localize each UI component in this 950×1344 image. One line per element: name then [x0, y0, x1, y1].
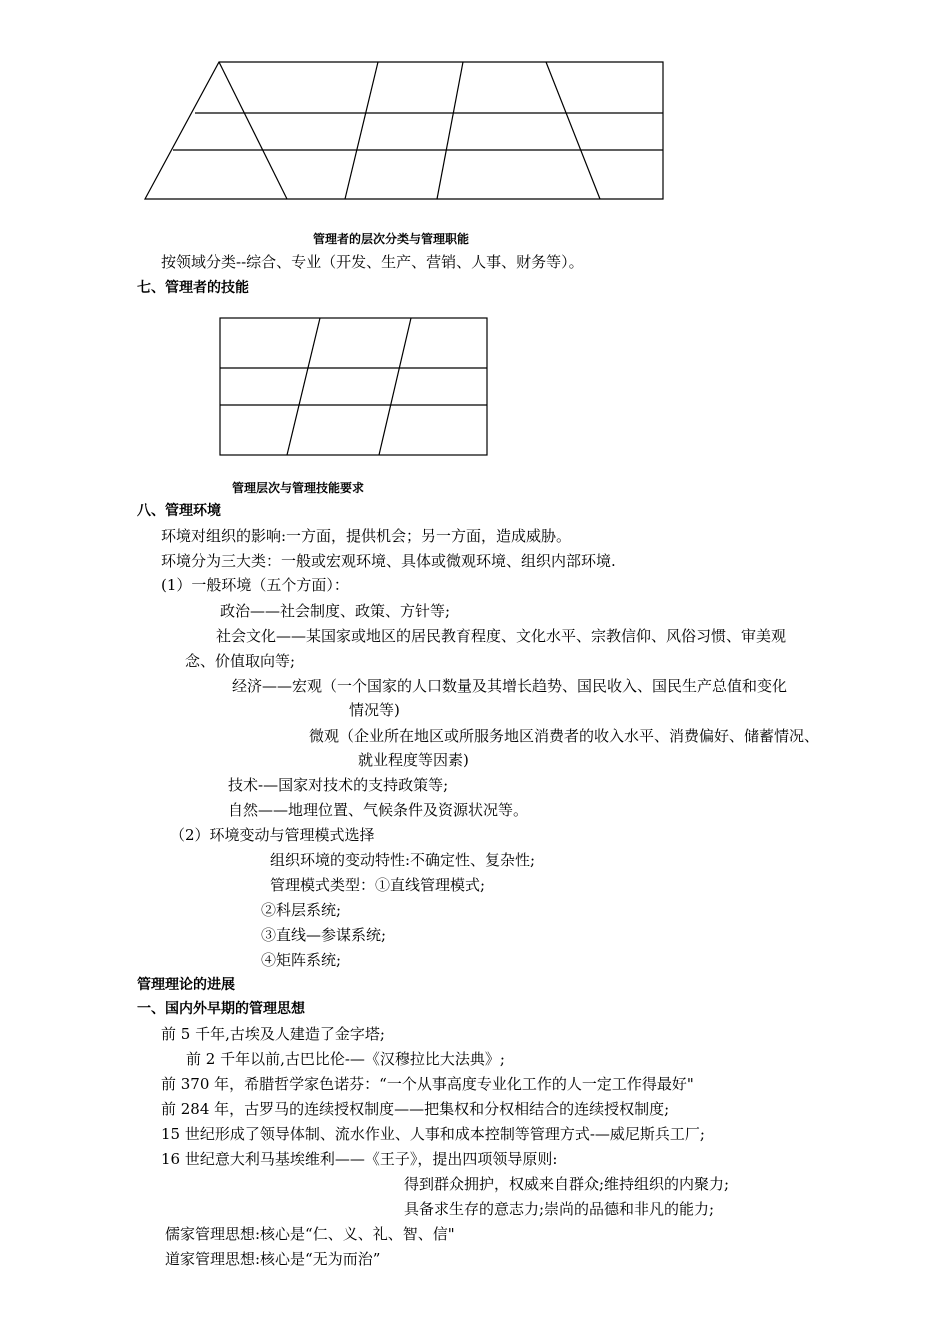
principles-text-2: 具备求生存的意志力;崇尚的品德和非凡的能力; — [404, 1200, 715, 1218]
micro-text-1: 微观（企业所在地区或所服务地区消费者的收入水平、消费偏好、储蓄情况、 — [309, 727, 820, 745]
diagram2-diagonal-2 — [379, 318, 411, 455]
confucian-text: 儒家管理思想:核心是“仁、义、礼、智、信" — [165, 1225, 455, 1243]
diagram1-diagonal-3 — [437, 62, 463, 199]
culture-text-2: 念、价值取向等; — [185, 652, 296, 670]
micro-text-2: 就业程度等因素) — [358, 751, 469, 769]
diagram1-diagonal-2 — [345, 62, 378, 199]
babylon-text: 前 2 千年以前,古巴比伦-—《汉穆拉比大法典》; — [186, 1050, 505, 1068]
env-change-text: （2）环境变动与管理模式选择 — [170, 826, 375, 844]
env-types-text: 环境分为三大类：一般或宏观环境、具体或微观环境、组织内部环境. — [161, 552, 616, 570]
env-impact-text: 环境对组织的影响:一方面，提供机会；另一方面，造成威胁。 — [161, 527, 572, 545]
heading-early-thought: 一、国内外早期的管理思想 — [137, 1001, 305, 1017]
heading-manager-skills: 七、管理者的技能 — [137, 280, 249, 296]
taoist-text: 道家管理思想:核心是“无为而治” — [165, 1250, 381, 1268]
mode-4-text: ④矩阵系统; — [261, 951, 342, 969]
field-classification-text: 按领域分类--综合、专业（开发、生产、营销、人事、财务等）。 — [161, 253, 584, 271]
mode-2-text: ②科层系统; — [261, 901, 342, 919]
nature-text: 自然——地理位置、气候条件及资源状况等。 — [228, 801, 529, 819]
politics-text: 政治——社会制度、政策、方针等; — [220, 602, 451, 620]
mode-types-text: 管理模式类型：①直线管理模式; — [270, 876, 486, 894]
mode-3-text: ③直线—参谋系统; — [261, 926, 387, 944]
tech-text: 技术-—国家对技术的支持政策等; — [228, 776, 449, 794]
general-env-text: (1）一般环境（五个方面）： — [161, 576, 349, 594]
economy-text-2: 情况等) — [349, 701, 400, 719]
heading-theory-progress: 管理理论的进展 — [137, 977, 235, 993]
diagram2-outline — [220, 318, 487, 455]
diagram2-diagonal-1 — [287, 318, 320, 455]
figure2-caption: 管理层次与管理技能要求 — [232, 481, 365, 495]
economy-text-1: 经济——宏观（一个国家的人口数量及其增长趋势、国民收入、国民生产总值和变化 — [232, 677, 788, 695]
env-change-traits-text: 组织环境的变动特性:不确定性、复杂性; — [270, 851, 536, 869]
principles-text-1: 得到群众拥护，权威来自群众;维持组织的内聚力; — [404, 1175, 730, 1193]
egypt-text: 前 5 千年,古埃及人建造了金字塔; — [161, 1025, 385, 1043]
venice-text: 15 世纪形成了领导体制、流水作业、人事和成本控制等管理方式-—威尼斯兵工厂; — [161, 1125, 705, 1143]
diagram1-diagonal-1 — [219, 62, 287, 199]
xenophon-text: 前 370 年，希腊哲学家色诺芬：“一个从事高度专业化工作的人一定工作得最好" — [161, 1075, 694, 1093]
culture-text-1: 社会文化——某国家或地区的居民教育程度、文化水平、宗教信仰、风俗习惯、审美观 — [216, 627, 787, 645]
diagram1-outline — [145, 62, 663, 199]
heading-management-environment: 八、管理环境 — [137, 503, 221, 519]
diagram1-diagonal-4 — [546, 62, 600, 199]
machiavelli-text: 16 世纪意大利马基埃维利——《王子》，提出四项领导原则: — [161, 1150, 558, 1168]
figure1-caption: 管理者的层次分类与管理职能 — [313, 232, 470, 246]
skills-diagram — [220, 318, 487, 455]
rome-text: 前 284 年，古罗马的连续授权制度——把集权和分权相结合的连续授权制度; — [161, 1100, 670, 1118]
